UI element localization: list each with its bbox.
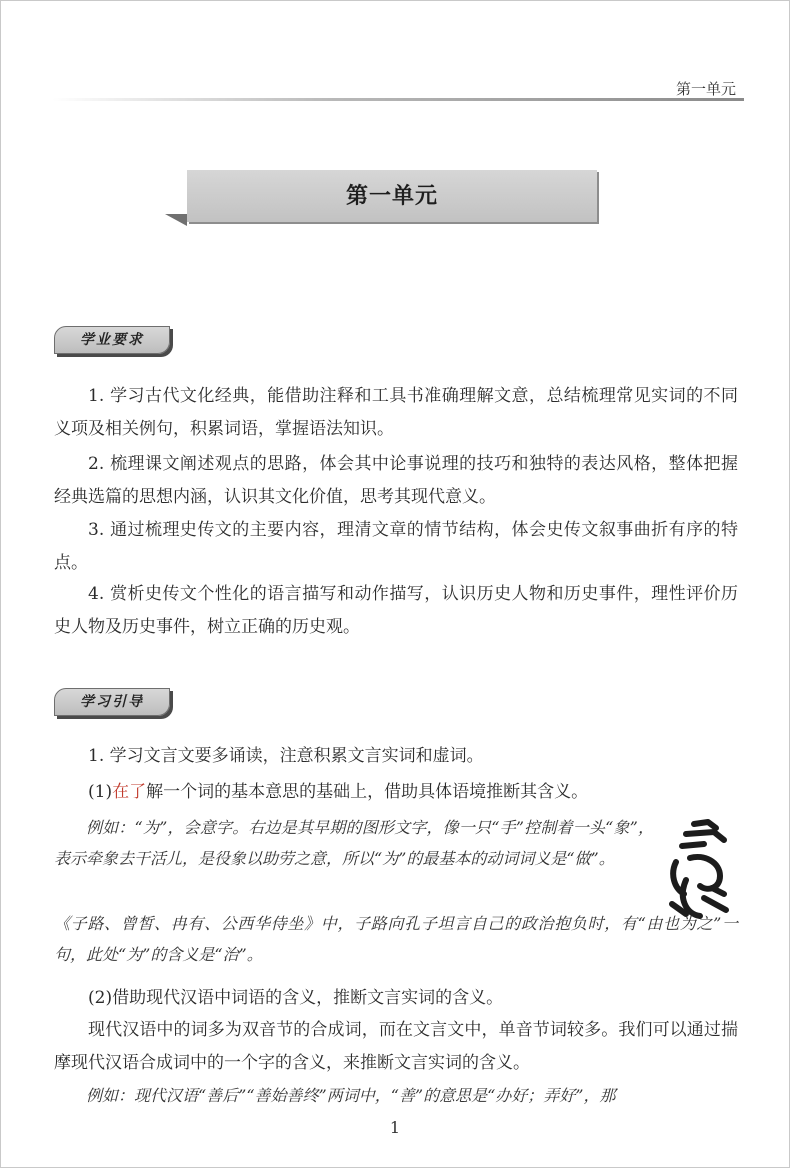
example-paragraph: 例如：“为”，会意字。右边是其早期的图形文字，像一只“手”控制着一头“象”，表示牵象去干活儿，是役象以助劳之意，所以“为”的最基本的动词词义是“做”。	[54, 818, 654, 868]
unit-title: 第一单元	[345, 183, 438, 209]
section-tag-label: 学习引导	[80, 694, 144, 710]
header-rule	[52, 98, 744, 101]
ancient-wei-character-icon	[664, 818, 734, 922]
requirement-item: 2. 梳理课文阐述观点的思路，体会其中论事说理的技巧和独特的表达风格，整体把握经典选篇的思想内涵，认识其文化价值，思考其现代意义。	[54, 454, 738, 507]
guide-paragraph: 现代汉语中的词多为双音节的合成词，而在文言文中，单音节词较多。我们可以通过揣摩现代汉语合成词中的一个字的含义，来推断文言实词的含义。	[54, 1020, 738, 1073]
section-tag-requirements	[54, 326, 170, 354]
guide-point: 1. 学习文言文要多诵读，注意积累文言实词和虚词。	[88, 746, 484, 766]
running-header: 第一单元	[675, 80, 736, 98]
requirement-item: 1. 学习古代文化经典，能借助注释和工具书准确理解文意，总结梳理常见实词的不同义项及相关例句，积累词语，掌握语法知识。	[54, 386, 738, 439]
requirement-item: 4. 赏析史传文个性化的语言描写和动作描写，认识历史人物和历史事件，理性评价历史人物及历史事件，树立正确的历史观。	[54, 584, 738, 637]
guide-subpoint	[54, 776, 738, 809]
banner-fold	[165, 214, 187, 226]
section-tag-guide	[54, 688, 170, 716]
example-paragraph: 《子路、曾皙、冉有、公西华侍坐》中，子路向孔子坦言自己的政治抱负时，有“由也为之”一句，此处“为”的含义是“治”。	[54, 914, 738, 964]
subpoint-number: (1)	[88, 782, 113, 802]
unit-banner	[165, 170, 597, 226]
subpoint-text: 解一个词的基本意思的基础上，借助具体语境推断其含义。	[146, 782, 589, 802]
guide-subpoint: (2)借助现代汉语中词语的含义，推断文言实词的含义。	[88, 988, 504, 1008]
highlighted-text: 在了	[112, 782, 147, 802]
example-paragraph: 例如：现代汉语“善后”“善始善终”两词中，“善”的意思是“办好；弄好”，那	[86, 1086, 616, 1105]
requirement-item: 3. 通过梳理史传文的主要内容，理清文章的情节结构，体会史传文叙事曲折有序的特点。	[54, 520, 738, 573]
section-tag-label: 学业要求	[80, 332, 144, 348]
page-number: 1	[389, 1118, 401, 1137]
